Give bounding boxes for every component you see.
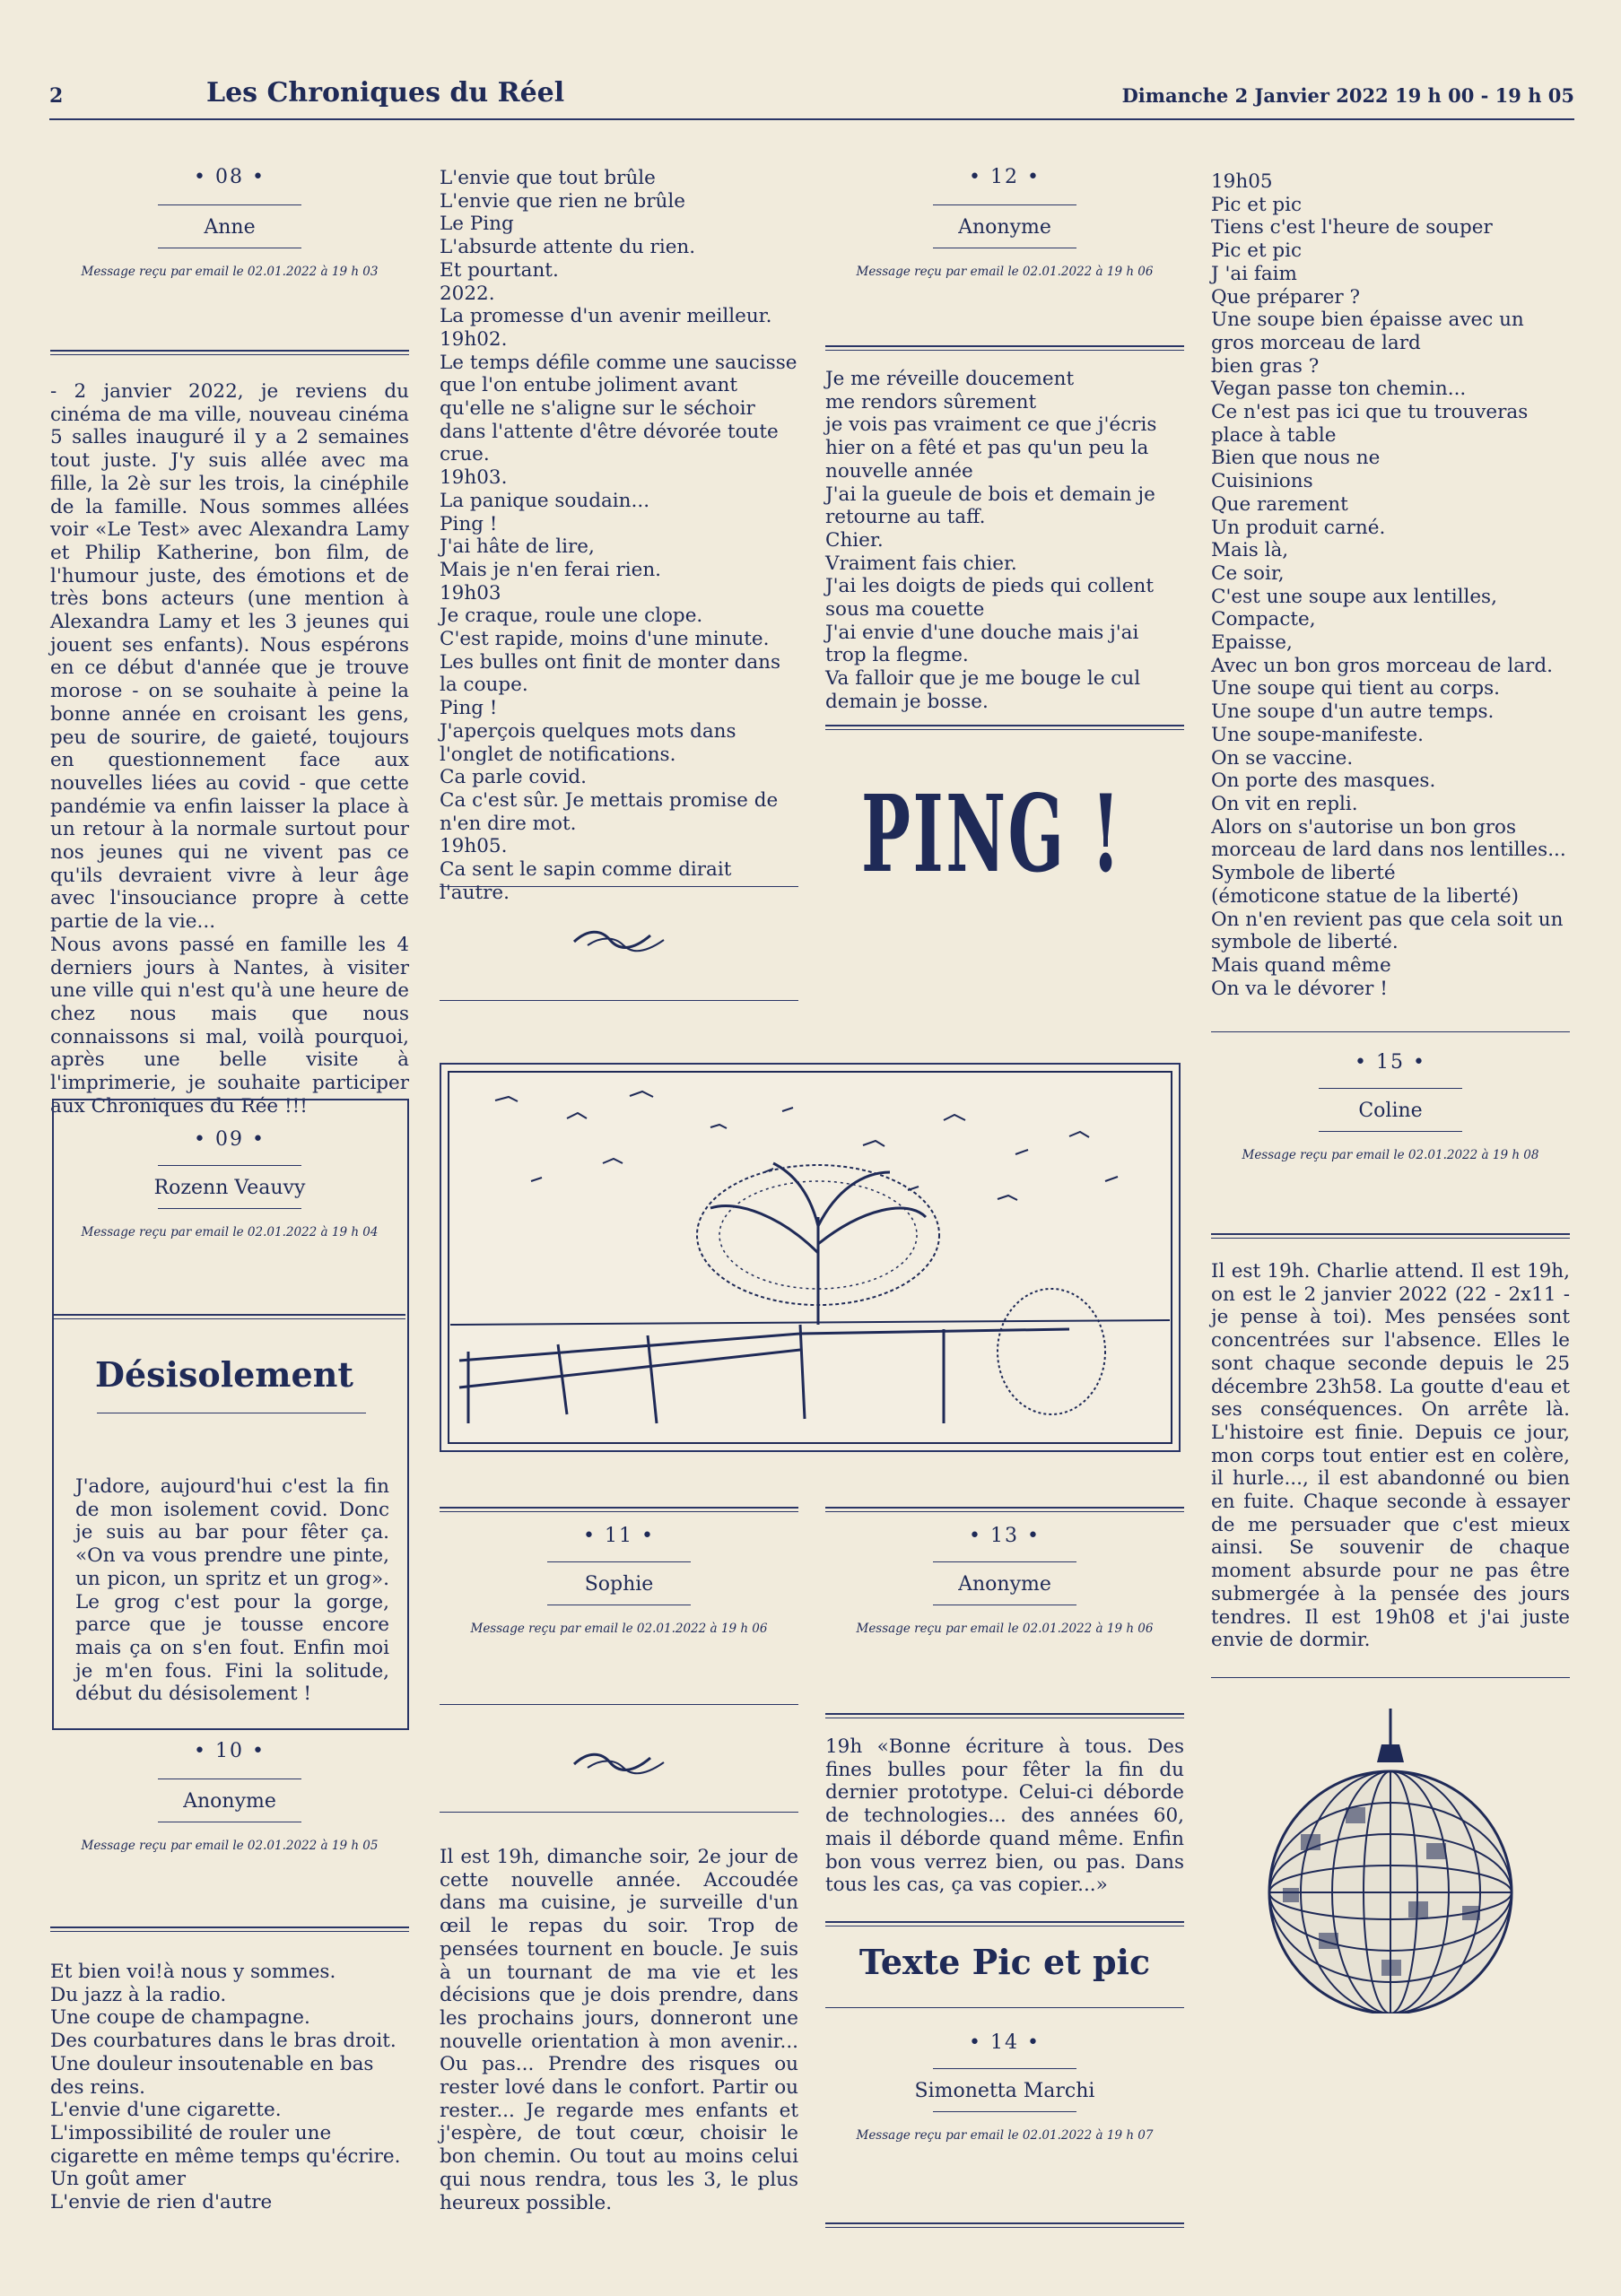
text-line: bien gras ? [1211, 354, 1320, 378]
text-line: Ce n'est pas ici que tu trouveras place à table [1211, 401, 1529, 447]
divider [1211, 1233, 1570, 1239]
text-line: L'envie d'une cigarette. [50, 2099, 282, 2122]
text-line: On n'en revient pas que cela soit un symbole de liberté. [1211, 908, 1564, 954]
text-line: Une soupe-manifeste. [1211, 723, 1424, 746]
text-line: Et pourtant. [440, 258, 559, 282]
paragraph: Il est 19h. Charlie attend. Il est 19h, on est le 2 janvier 2022 (22 - 2x11 - je pense à toi). Mes pensées sont concentrées sur l'absence. Elles le sont chaque seconde depuis le 25 décembre 23h58. La goutte d'eau et ses conséquences. On arrête là. L'histoire est finie. Depuis ce jour, mon corps tout entier est en colère, il hurle..., il est abandonné ou bien en fuite. Chaque seconde à essayer de me persuader que c'est mieux ainsi. Se souvenir de chaque moment absurde pour ne pas être submergée à la pensée des jours tendres. Il est 19h08 et j'ai juste envie de dormir. [1211, 1260, 1570, 1652]
text-line: On vit en repli. [1211, 792, 1358, 815]
article-coline [1211, 1260, 1570, 1652]
divider [440, 1000, 798, 1001]
text-line: Une soupe qui tient au corps. [1211, 677, 1500, 700]
text-line: C'est rapide, moins d'une minute. [440, 628, 770, 651]
message-08-header [50, 166, 409, 279]
text-line: Compacte, [1211, 608, 1316, 631]
article-anonyme-12 [825, 368, 1184, 714]
author-name: Anonyme [958, 1573, 1051, 1596]
message-number: • 15 • [1355, 1051, 1426, 1074]
author-name: Rozenn Veauvy [153, 1177, 306, 1199]
text-line: Le Ping [440, 213, 514, 236]
divider [825, 345, 1184, 351]
text-line: je vois pas vraiment ce que j'écris hier on a fêté et pas qu'un peu la nouvelle année [825, 413, 1157, 483]
message-note: Message reçu par email le 02.01.2022 à 19 h 06 [470, 1622, 768, 1636]
text-line: Pic et pic [1211, 193, 1303, 216]
text-line: L'envie que tout brûle [440, 167, 656, 189]
text-line: Tiens c'est l'heure de souper [1211, 216, 1493, 239]
message-13-header [825, 1525, 1184, 1636]
text-line: me rendors sûrement [825, 390, 1037, 413]
message-number: • 13 • [969, 1525, 1041, 1547]
text-line: On se vaccine. [1211, 746, 1354, 770]
page-number: 2 [49, 84, 64, 108]
message-number: • 09 • [194, 1128, 266, 1151]
text-line: L'envie que rien ne brûle [440, 189, 685, 213]
divider [825, 2222, 1184, 2228]
text-line: Des courbatures dans le bras droit. [50, 2030, 397, 2053]
text-line: Cuisinions [1211, 470, 1313, 493]
text-line: Mais je n'en ferai rien. [440, 558, 662, 581]
text-line: Un goût amer [50, 2168, 187, 2191]
message-note: Message reçu par email le 02.01.2022 à 19 h 05 [81, 1839, 379, 1853]
text-line: 19h02. [440, 327, 508, 351]
page-header [49, 74, 1574, 120]
text-line: 2022. [440, 282, 495, 305]
paragraph: J'adore, aujourd'hui c'est la fin de mon isolement covid. Donc je suis au bar pour fêter ça. «On va vous prendre une pinte, un picon, un spritz et un grog». Le grog c'est pour la gorge, parce que je tousse encore mais ça on s'en fout. Enfin moi je m'en fous. Fini la solitude, début du désisolement ! [75, 1475, 389, 1706]
divider [825, 725, 1184, 730]
text-line: 19h05 [1211, 170, 1273, 193]
text-line: Bien que nous ne [1211, 447, 1381, 470]
text-line: On porte des masques. [1211, 770, 1436, 793]
article-title: Désisolement [95, 1354, 353, 1395]
message-14-header [825, 2031, 1184, 2143]
message-11-header [440, 1525, 798, 1636]
divider [825, 1713, 1184, 1718]
text-line: J'aperçois quelques mots dans l'onglet de notifications. [440, 719, 736, 766]
text-line: Que rarement [1211, 492, 1348, 516]
text-line: Et bien voi!à nous y sommes. [50, 1961, 336, 1983]
text-line: Alors on s'autorise un bon gros morceau de lard dans nos lentilles... [1211, 815, 1566, 862]
text-line: Symbole de liberté [1211, 862, 1396, 885]
text-line: Un produit carné. [1211, 516, 1386, 539]
text-line: Mais là, [1211, 539, 1289, 562]
article-anonyme-13 [825, 1735, 1184, 1897]
message-09-header [50, 1128, 409, 1239]
divider [825, 2007, 1184, 2008]
message-note: Message reçu par email le 02.01.2022 à 19 h 08 [1242, 1148, 1539, 1162]
paragraph: 19h «Bonne écriture à tous. Des fines bulles pour fêter la fin du dernier prototype. Celui-ci déborde de technologies... des années 60, mais il déborde quand même. Enfin bon vous verrez bien, ou pas. Dans tous les cas, ça vas copier...» [825, 1735, 1184, 1897]
text-line: Ping ! [440, 512, 498, 535]
paragraph: Il est 19h, dimanche soir, 2e jour de cette nouvelle année. Accoudée dans ma cuisine, je surveille d'un œil le repas du soir. Trop de pensées tournent en boucle. Je suis à un tournant de ma vie et les décisions que je dois prendre, dans les prochains jours, donneront une nouvelle orientation à mon avenir... Ou pas... Prendre des risques ou rester lové dans le confort. Partir ou rester... Je regarde mes enfants et j'espère, de tout cœur, choisir le bon chemin. Ou tout au moins celui qui nous rendra, tous les 3, le plus heureux possible. [440, 1846, 798, 2214]
wave-ornament-icon [440, 1744, 798, 1784]
text-line: J 'ai faim [1211, 262, 1297, 285]
message-note: Message reçu par email le 02.01.2022 à 19 h 03 [81, 265, 379, 279]
article-continuation [440, 167, 798, 905]
author-name: Coline [1358, 1100, 1423, 1122]
text-line: Du jazz à la radio. [50, 1983, 227, 2006]
text-line: Ca parle covid. [440, 766, 588, 789]
text-line: 19h05. [440, 835, 508, 858]
message-number: • 08 • [194, 166, 266, 188]
text-line: Ca sent le sapin comme dirait l'autre. [440, 858, 732, 904]
text-line: L'impossibilité de rouler une cigarette en même temps qu'écrire. [50, 2121, 401, 2168]
message-note: Message reçu par email le 02.01.2022 à 19 h 06 [856, 265, 1154, 279]
text-line: Que préparer ? [1211, 285, 1361, 309]
text-line: Ping ! [440, 697, 498, 720]
message-number: • 11 • [583, 1525, 655, 1547]
text-line: On va le dévorer ! [1211, 977, 1388, 1000]
text-line: Pic et pic [1211, 239, 1303, 263]
text-line: Je me réveille doucement [825, 368, 1075, 390]
paragraph: - 2 janvier 2022, je reviens du cinéma de ma ville, nouveau cinéma 5 salles inauguré il y a 2 semaines tout juste. J'y suis allée avec ma fille, la 2è sur les trois, la cinéphile de la famille. Nous sommes allées voir «Le Test» avec Alexandra Lamy et Philip Katherine, bon film, de l'humour juste, des émotions et de très bons acteurs (une mention à Alexandra Lamy et les 3 jeunes qui jouent ses enfants). Nous espérons en ce début d'année que je trouve morose - on se souhaite à peine la bonne année en croisant les gens, peu de sourire, de gaieté, toujours en questionnement face aux nouvelles liées au covid - que cette pandémie va enfin laisser la place à un retour à la normale surtout pour nos jeunes qui ne vivent pas ce qu'ils devraient vivre à leur âge avec l'insouciance propre à cette partie de la vie... [50, 380, 409, 934]
text-line: 19h03 [440, 581, 501, 604]
text-line: Le temps défile comme une saucisse que l'on entube joliment avant qu'elle ne s'aligne sur le séchoir dans l'attente d'être dévorée toute crue. [440, 351, 797, 466]
divider [440, 1812, 798, 1813]
author-name: Anne [204, 216, 256, 239]
divider [1211, 1677, 1570, 1678]
text-line: Avec un bon gros morceau de lard. [1211, 654, 1553, 677]
author-name: Simonetta Marchi [914, 2080, 1095, 2102]
divider [825, 1921, 1184, 1926]
divider [1211, 1031, 1570, 1032]
text-line: Vegan passe ton chemin... [1211, 378, 1467, 401]
message-10-header [50, 1740, 409, 1853]
message-number: • 14 • [969, 2031, 1041, 2054]
article-title: Texte Pic et pic [858, 1942, 1151, 1982]
text-line: Vraiment fais chier. [825, 552, 1017, 575]
text-line: Une douleur insoutenable en bas des reins. [50, 2052, 374, 2099]
pic-title-wrap [825, 1942, 1184, 1982]
text-line: 19h03. [440, 466, 508, 490]
message-note: Message reçu par email le 02.01.2022 à 19 h 07 [856, 2128, 1154, 2143]
divider [440, 1507, 798, 1512]
text-line: Une soupe bien épaisse avec un gros morceau de lard [1211, 309, 1524, 354]
text-line: Une soupe d'un autre temps. [1211, 700, 1495, 724]
disco-ball-illustration [1211, 1709, 1570, 2017]
author-name: Anonyme [958, 216, 1051, 239]
text-line: L'envie de rien d'autre [50, 2191, 273, 2214]
text-line: Une coupe de champagne. [50, 2006, 310, 2030]
paragraph: Nous avons passé en famille les 4 derniers jours à Nantes, à visiter une ville qui n'est qu'à une heure de chez nous mais que nous connaissons si mal, voilà pourquoi, après une belle visite à l'imprimerie, je souhaite participer aux Chroniques du Rée !!! [50, 933, 409, 1118]
text-line: Va falloir que je me bouge le cul demain je bosse. [825, 667, 1141, 713]
article-anonyme-10 [50, 1961, 409, 2214]
text-line: C'est une soupe aux lentilles, [1211, 585, 1497, 608]
wave-ornament-icon [440, 922, 798, 961]
newspaper-title: Les Chroniques du Réel [206, 77, 565, 109]
author-name: Anonyme [183, 1790, 276, 1813]
text-line: J'ai hâte de lire, [440, 535, 595, 559]
text-line: J'ai envie d'une douche mais j'ai trop la flegme. [825, 621, 1139, 667]
text-line: Les bulles ont finit de monter dans la coupe. [440, 650, 781, 697]
text-line: La promesse d'un avenir meilleur. [440, 305, 772, 328]
text-line: Mais quand même [1211, 953, 1391, 977]
text-line: Epaisse, [1211, 631, 1293, 655]
ping-headline: PING ! [861, 771, 1123, 896]
message-number: • 10 • [194, 1740, 266, 1762]
author-name: Sophie [584, 1573, 654, 1596]
message-15-header [1211, 1051, 1570, 1162]
text-line: Chier. [825, 528, 884, 552]
message-note: Message reçu par email le 02.01.2022 à 19 h 04 [81, 1225, 379, 1239]
article-desisolement [75, 1475, 389, 1706]
text-line: J'ai la gueule de bois et demain je retourne au taff. [825, 483, 1155, 529]
divider [825, 1507, 1184, 1512]
divider [50, 350, 409, 355]
text-line: Ca c'est sûr. Je mettais promise de n'en dire mot. [440, 788, 779, 835]
message-number: • 12 • [969, 166, 1041, 188]
text-line: L'absurde attente du rien. [440, 236, 696, 259]
text-line: Je craque, roule une clope. [440, 604, 703, 628]
divider [52, 1314, 405, 1319]
text-line: La panique soudain... [440, 489, 650, 512]
divider [440, 1704, 798, 1705]
message-note: Message reçu par email le 02.01.2022 à 19 h 06 [856, 1622, 1154, 1636]
article-sophie [440, 1846, 798, 2214]
article-anne [50, 380, 409, 1118]
article-pic-et-pic [1211, 170, 1570, 1000]
message-12-header [825, 166, 1184, 279]
text-line: J'ai les doigts de pieds qui collent sous ma couette [825, 575, 1154, 622]
divider [440, 886, 798, 887]
divider [50, 1926, 409, 1932]
issue-date: Dimanche 2 Janvier 2022 19 h 00 - 19 h 05 [1121, 84, 1574, 107]
desisolement-title-wrap [95, 1354, 382, 1395]
text-line: (émoticone statue de la liberté) [1211, 884, 1520, 908]
landscape-illustration [440, 1063, 1181, 1452]
text-line: Ce soir, [1211, 561, 1285, 585]
